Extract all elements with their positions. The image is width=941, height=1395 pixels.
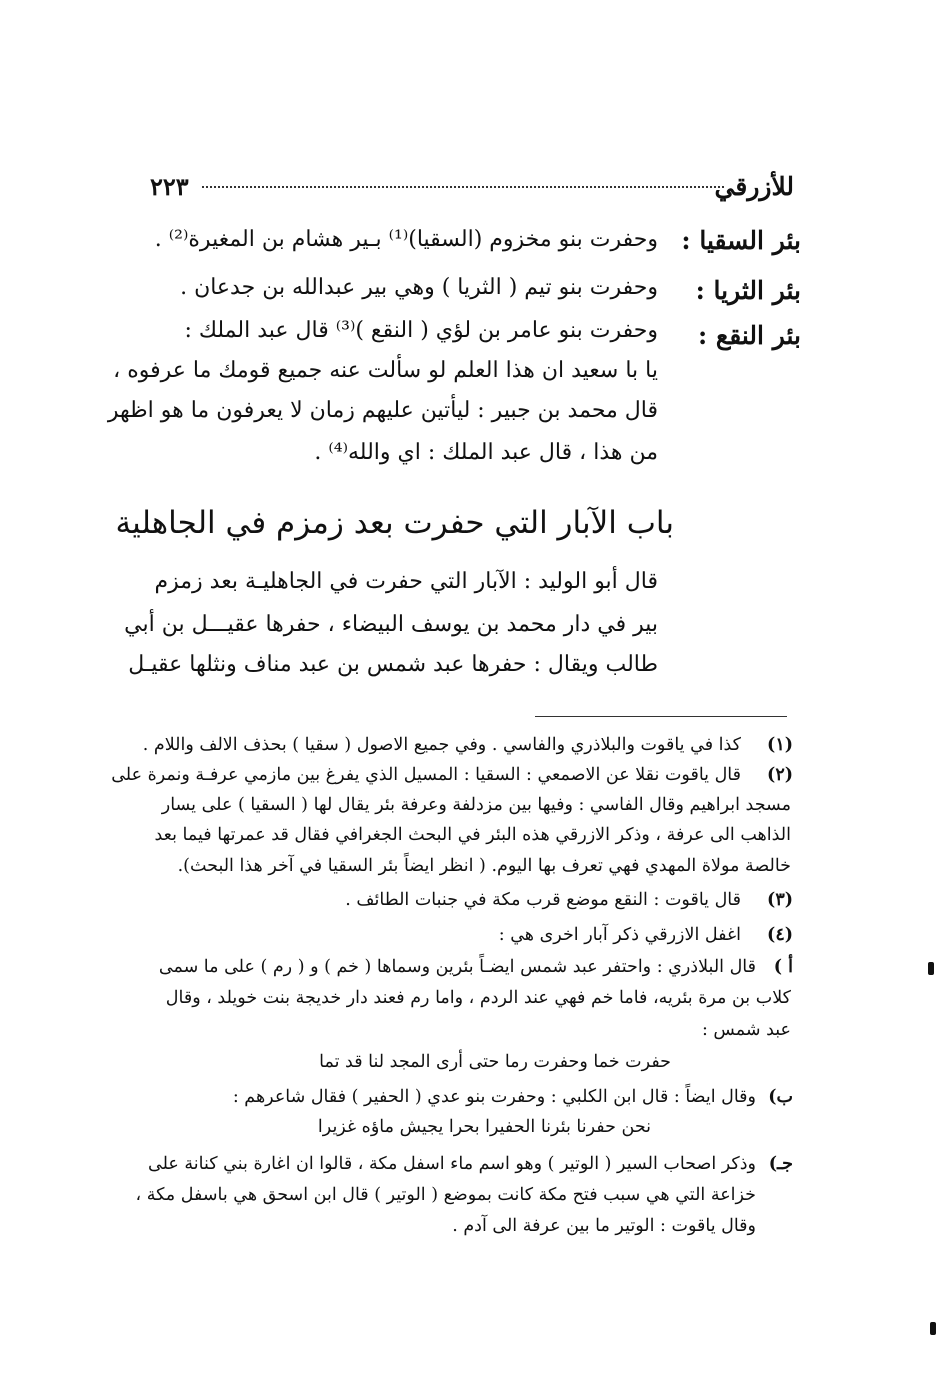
footnote-subitem-marker: جـ) bbox=[768, 1154, 793, 1174]
footnote-line: مسجد ابراهيم وقال الفاسي : وفيها بين مزدلفة وعرفة بئر يقال لها ( السقيا ) على يسار bbox=[161, 795, 791, 815]
chapter-text-line: قال أبو الوليد : الآبار التي حفرت في الجاهليـة بعد زمزم bbox=[154, 569, 658, 594]
footnote-number: (١) bbox=[767, 735, 793, 755]
footnote-line: قال ياقوت نقلا عن الاصمعي : السقيا : المسيل الذي يفرغ بين مازمي عرفـة ونمرة على bbox=[111, 765, 741, 785]
chapter-heading: باب الآبار التي حفرت بعد زمزم في الجاهلية bbox=[115, 505, 674, 541]
footnote-line: الذاهب الى عرفة ، وذكر الازرقي هذه البئر في البحث الجغرافي فقال قد عمرتها فيما بعد bbox=[154, 825, 791, 845]
footnote-line: قال البلاذري : واحتفر عبد شمس ايضـاً بئرين وسماها ( خم ) و ( رم ) على ما سمى bbox=[158, 957, 756, 977]
footnote-line: كذا في ياقوت والبلاذري والفاسي . وفي جميع الاصول ( سقيا ) بحذف الالف واللام . bbox=[142, 735, 741, 755]
scan-mark bbox=[928, 962, 934, 975]
footnote-line: اغفل الازرقي ذكر آبار اخرى هي : bbox=[498, 925, 741, 945]
footnote-line: عبد شمس : bbox=[701, 1020, 791, 1040]
chapter-text-line: بير في دار محمد بن يوسف البيضاء ، حفرها عقيـــل بن أبي bbox=[124, 612, 658, 637]
entry-text-line: وحفرت بنو مخزوم (السقيا)⁽¹⁾ بـير هشام بن المغيرة⁽²⁾ . bbox=[154, 227, 658, 252]
chapter-text-line: طالب ويقال : حفرها عبد شمس بن عبد مناف ونثلها عقيـل bbox=[128, 652, 658, 677]
footnote-line: وذكر اصحاب السير ( الوتير ) وهو اسم ماء اسفل مكة ، قالوا ان اغارة بني كنانة على bbox=[148, 1154, 756, 1174]
entry-text-line: وحفرت بنو تيم ( الثريا ) وهي بير عبدالله بن جدعان . bbox=[180, 275, 658, 300]
entry-text-line: من هذا ، قال عبد الملك : اي والله⁽⁴⁾ . bbox=[314, 440, 658, 465]
footnote-verse: حفرت خما وحفرت رما حتى أرى المجد لنا قد تما bbox=[319, 1052, 671, 1072]
footnote-line: خالصة مولاة المهدي فهي تعرف بها اليوم. ( انظر ايضاً بئر السقيا في آخر هذا البحث). bbox=[177, 856, 791, 876]
footnote-subitem-marker: ب) bbox=[768, 1087, 793, 1107]
footnote-number: (٤) bbox=[767, 925, 793, 945]
scan-mark bbox=[930, 1322, 936, 1335]
header-dotted-leader bbox=[202, 186, 724, 188]
footnote-subitem-marker: أ ) bbox=[773, 957, 793, 977]
entry-label-suqya: بئر السقيا : bbox=[681, 226, 801, 255]
footnote-verse: نحن حفرنا بئرنا الحفيرا بحرا يجيش ماؤه غزيرا bbox=[317, 1117, 651, 1137]
entry-label-thurayya: بئر الثريا : bbox=[695, 276, 801, 305]
footnote-line: خزاعة التي هي سبب فتح مكة كانت بموضع ( الوتير ) قال ابن اسحق هي باسفل مكة ، bbox=[135, 1185, 756, 1205]
entry-text-line: وحفرت بنو عامر بن لؤي ( النقع )⁽³⁾ قال عبد الملك : bbox=[184, 318, 658, 343]
footnote-number: (٣) bbox=[767, 890, 793, 910]
footnote-line: كلاب بن مرة بئريه، فاما خم فهي عند الردم ، واما رم فعند دار خديجة بنت خويلد ، وقال bbox=[165, 988, 791, 1008]
footnote-number: (٢) bbox=[767, 765, 793, 785]
footnote-line: وقال ياقوت : الوتير ما بين عرفة الى آدم . bbox=[452, 1216, 756, 1236]
running-header-title: للأزرقي bbox=[714, 172, 794, 201]
footnote-separator bbox=[535, 716, 787, 717]
footnote-line: وقال ايضاً : قال ابن الكلبي : وحفرت بنو عدي ( الحفير ) فقال شاعرهم : bbox=[232, 1087, 756, 1107]
entry-text-line: قال محمد بن جبير : ليأتين عليهم زمان لا يعرفون ما هو اظهر bbox=[107, 398, 658, 423]
footnote-line: قال ياقوت : النقع موضع قرب مكة في جنبات الطائف . bbox=[345, 890, 741, 910]
entry-text-line: يا با سعيد ان هذا العلم لو سألت عنه جميع قومك ما عرفوه ، bbox=[113, 358, 658, 383]
entry-label-naqa: بئر النقع : bbox=[698, 321, 801, 350]
page-number: ٢٢٣ bbox=[150, 172, 189, 201]
